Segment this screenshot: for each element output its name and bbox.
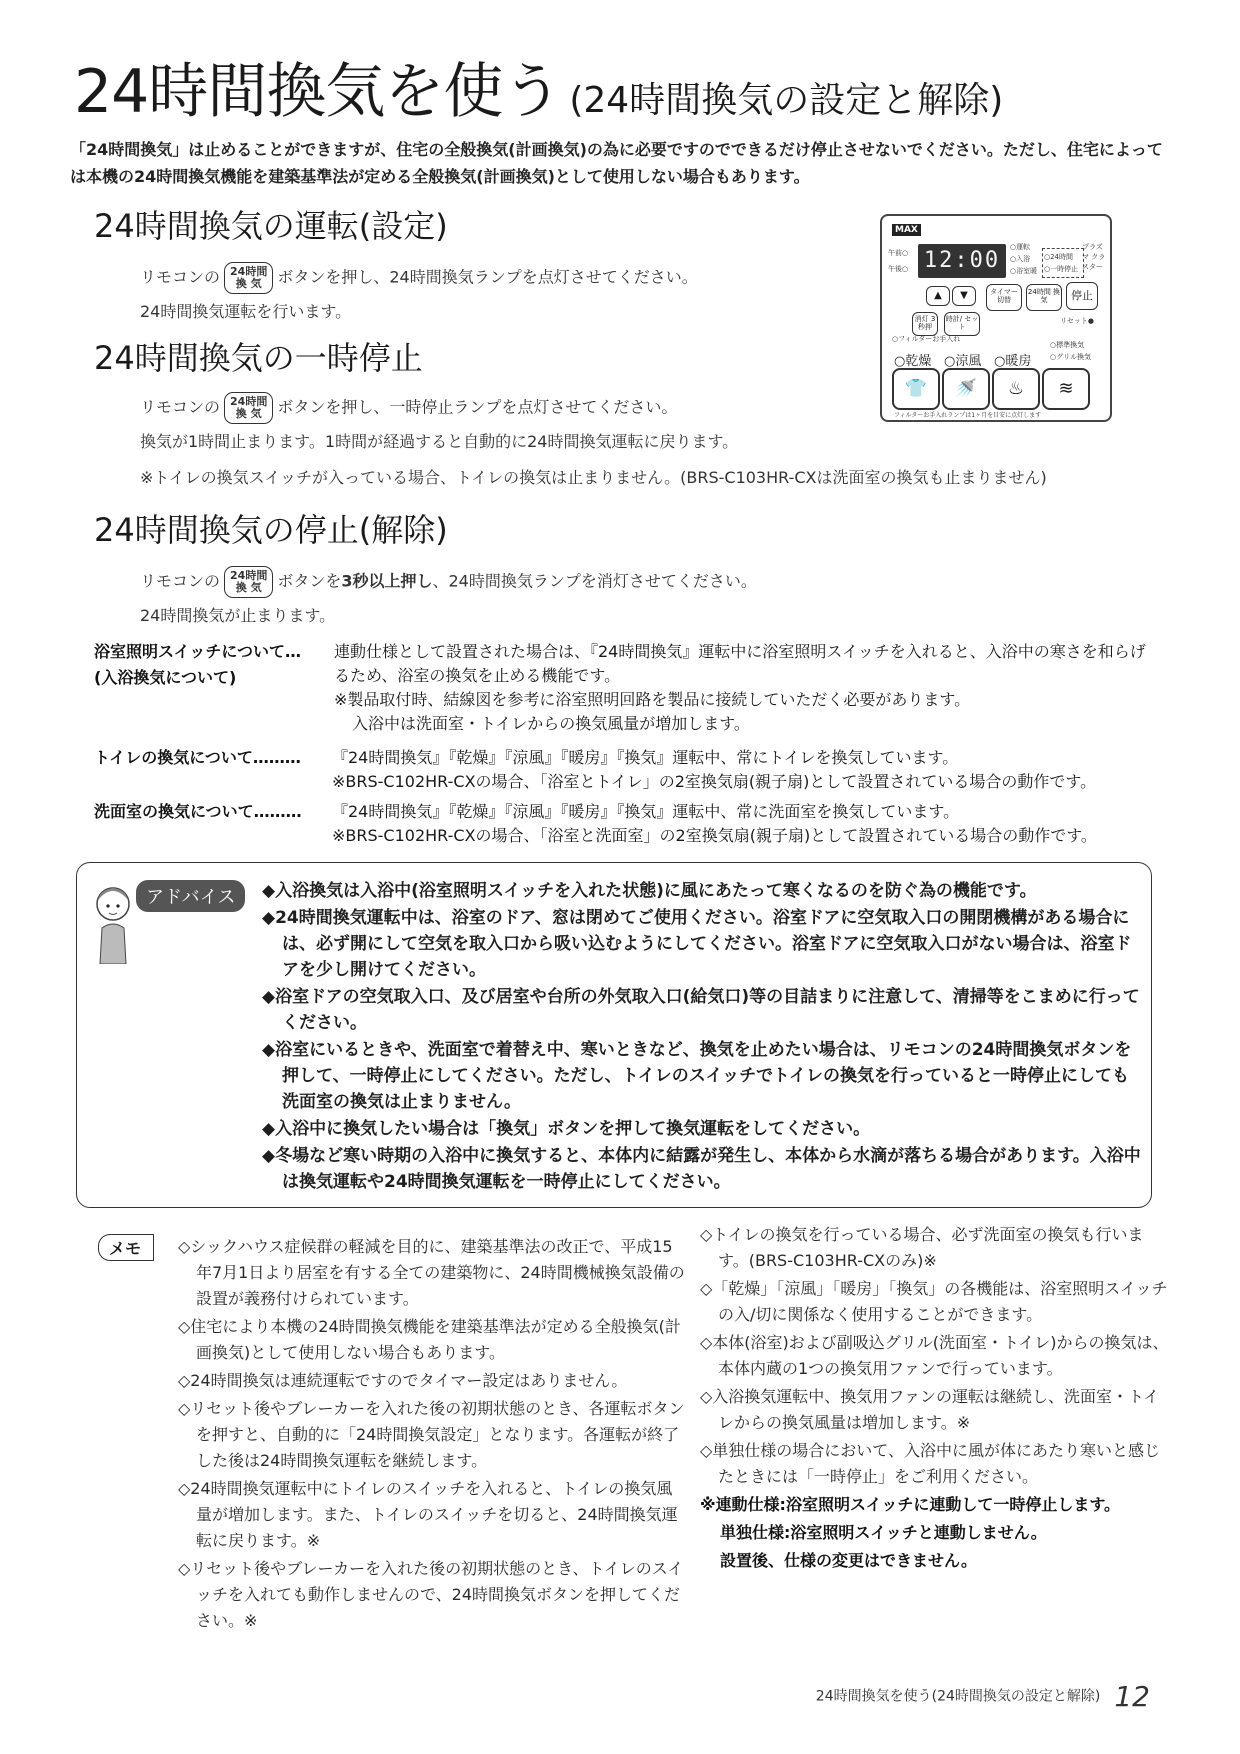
section-heading-pause: 24時間換気の一時停止 — [94, 339, 423, 377]
page-title — [74, 54, 1003, 139]
advice-item: ◆24時間換気運転中は、浴室のドア、窓は閉めてご使用ください。浴室ドアに空気取入口の開閉機構がある場合には、必ず開にして空気を取入口から吸い込むようにしてください。浴室ドアに空気取入口がない場合は、浴室ドアを少し開けてください。 — [262, 908, 1132, 980]
instruction-pre: リモコンの — [140, 397, 221, 417]
memo-tag: メモ — [98, 1234, 154, 1261]
vent-wave-icon: ≋ — [1058, 378, 1074, 399]
instruction-pre: リモコンの — [140, 267, 221, 287]
up-button[interactable]: ▲ — [926, 286, 950, 306]
clock-display: 12:00 — [918, 244, 1006, 278]
page-number: 12 — [1114, 1680, 1150, 1713]
instruction-pre: リモコンの — [140, 571, 221, 591]
reset-button[interactable]: リセット● — [1060, 317, 1095, 325]
instruction-post: ボタンを押し、一時停止ランプを点灯させてください。 — [277, 397, 678, 417]
page-title-main: 24時間換気を使う — [74, 57, 562, 127]
ventilation-24h-button-chip: 24時間 換 気 — [224, 566, 273, 598]
lamp-24h: ○24時間 — [1044, 253, 1074, 261]
clock-set-button[interactable]: 時計/ セット — [944, 312, 980, 336]
lamp-bath-heat: ○浴室暖 — [1010, 267, 1038, 275]
section-setting-instruction — [140, 262, 698, 294]
advice-item: ◆入浴換気は入浴中(浴室照明スイッチを入れた状態)に風にあたって寒くなるのを防ぐ為の機能です。 — [262, 881, 1037, 901]
section-release-sub: 24時間換気が止まります。 — [140, 606, 336, 625]
ventilation-24h-button-chip: 24時間 換 気 — [224, 262, 273, 294]
ventilation-24h-button[interactable]: 24時間 換気 — [1026, 284, 1062, 311]
filter-lamp: ○フィルターお手入れ — [892, 335, 961, 343]
dry-button[interactable] — [892, 368, 940, 410]
section-heading-release: 24時間換気の停止(解除) — [94, 511, 448, 549]
advice-tag: アドバイス — [136, 880, 245, 912]
timer-switch-button[interactable]: タイマー 切替 — [986, 284, 1022, 311]
memo-bold-note-1: ※連動仕様:浴室照明スイッチに連動して一時停止します。 — [700, 1495, 1121, 1514]
memo-item: ◇本体(浴室)および副吸込グリル(洗面室・トイレ)からの換気は、本体内蔵の1つの換気用ファンで行っています。 — [700, 1333, 1169, 1378]
section-release-instruction: リモコンの 24時間 換 気 ボタンを3秒以上押し、24時間換気ランプを消灯させてください。 — [140, 566, 757, 598]
memo-left-column — [178, 1234, 688, 1636]
note-key: 浴室照明スイッチについて… — [94, 642, 302, 661]
advice-item: ◆入浴中に換気したい場合は「換気」ボタンを押して換気運転をしてください。 — [262, 1119, 871, 1139]
memo-item: ◇トイレの換気を行っている場合、必ず洗面室の換気も行います。(BRS-C103HR-CXのみ)※ — [700, 1225, 1144, 1270]
memo-item: ◇24時間換気は連続運転ですのでタイマー設定はありません。 — [178, 1371, 628, 1390]
section-pause-instruction — [140, 392, 677, 424]
memo-item: ◇シックハウス症候群の軽減を目的に、建築基準法の改正で、平成15年7月1日より居室を有する全ての建築物に、24時間機械換気設備の設置が義務付けられています。 — [178, 1237, 685, 1308]
stop-button[interactable]: 停止 — [1066, 282, 1098, 310]
note-lines: 連動仕様として設置された場合は、『24時間換気』運転中に浴室照明スイッチを入れると、入浴中の寒さを和らげ るため、浴室の換気を止める機能です。 ※製品取付時、結線図を参考に浴室照明回路を製品に接続していただく必要があります。 入浴中は洗面室・トイレからの換気風量が増加します。 — [334, 642, 1146, 733]
section-setting-sub: 24時間換気運転を行います。 — [140, 302, 352, 321]
lamp-pause: ○一時停止 — [1044, 265, 1079, 273]
down-button[interactable]: ▼ — [952, 286, 976, 306]
section-pause-note: ※トイレの換気スイッチが入っている場合、トイレの換気は止まりません。(BRS-C103HR-CXは洗面室の換気も止まりません) — [140, 468, 1047, 487]
memo-item: ◇入浴換気運転中、換気用ファンの運転は継続し、洗面室・トイレからの換気風量は増加します。※ — [700, 1387, 1160, 1432]
lamp-run: ○運転 — [1010, 243, 1031, 251]
heat-label: ○暖房 — [994, 354, 1032, 369]
memo-bold-note-3: 設置後、仕様の変更はできません。 — [720, 1551, 977, 1570]
brand-logo: MAX — [892, 224, 921, 236]
ventilation-24h-button-chip: 24時間 換 気 — [224, 392, 273, 424]
advice-item: ◆浴室にいるときや、洗面室で着替え中、寒いときなど、換気を止めたい場合は、リモコンの24時間換気ボタンを押して、一時停止にしてください。ただし、トイレのスイッチでトイレの換気を行っていると一時停止にしても洗面室の換気は止まりません。 — [262, 1040, 1132, 1112]
advice-item: ◆冬場など寒い時期の入浴中に換気すると、本体内に結露が発生し、本体から水滴が落ちる場合があります。入浴中は換気運転や24時間換気運転を一時停止にしてください。 — [262, 1146, 1141, 1192]
grill-vent-lamp: ○グリル換気 — [1050, 353, 1092, 361]
cool-label: ○涼風 — [944, 354, 982, 369]
note-key-sub: (入浴換気について) — [94, 668, 237, 687]
section-pause-sub: 換気が1時間止まります。1時間が経過すると自動的に24時間換気運転に戻ります。 — [140, 432, 739, 451]
advice-list — [262, 878, 1142, 1196]
page-title-sub: (24時間換気の設定と解除) — [569, 80, 1004, 121]
memo-right-column — [700, 1222, 1170, 1576]
heat-waves-icon: ♨ — [1007, 378, 1025, 399]
cool-button[interactable] — [942, 368, 990, 410]
instruction-post: ボタンを押し、24時間換気ランプを点灯させてください。 — [277, 267, 698, 287]
emphasis-3sec: 3秒以上押し — [341, 571, 433, 591]
memo-item: ◇単独仕様の場合において、入浴中に風が体にあたり寒いと感じたときには「一時停止」をご利用ください。 — [700, 1441, 1160, 1486]
light-off-button[interactable]: 消灯 3秒押 — [912, 312, 938, 336]
dry-label: ○乾燥 — [894, 354, 932, 369]
memo-item: ◇リセット後やブレーカーを入れた後の初期状態のとき、各運転ボタンを押すと、自動的に「24時間換気設定」となります。各運転が終了した後は24時間換気運転を継続します。 — [178, 1399, 685, 1470]
memo-item: ◇24時間換気運転中にトイレのスイッチを入れると、トイレの換気風量が増加します。また、トイレのスイッチを切ると、24時間換気運転に戻ります。※ — [178, 1479, 678, 1550]
remote-control-illustration — [880, 214, 1112, 422]
page-footer — [816, 1680, 1150, 1713]
dry-shirt-icon: 👕 — [904, 378, 928, 399]
footer-text: 24時間換気を使う(24時間換気の設定と解除) — [815, 1688, 1101, 1705]
intro-paragraph: 「24時間換気」は止めることができますが、住宅の全般換気(計画換気)の為に必要ですのでできるだけ停止させないでください。ただし、住宅によっては本機の24時間換気機能を建築基準法が定める全般換気(計画換気)として使用しない場合もあります。 — [70, 140, 1163, 186]
plasma-cluster-label: プラズマ クラスター — [1082, 243, 1106, 271]
advisor-girl-illustration — [88, 880, 138, 964]
ventilation-button[interactable] — [1042, 368, 1090, 410]
am-indicator: 午前○ — [888, 249, 909, 257]
advice-item: ◆浴室ドアの空気取入口、及び居室や台所の外気取入口(給気口)等の目詰まりに注意して、清掃等をこまめに行ってください。 — [262, 987, 1140, 1033]
pm-indicator: 午後○ — [888, 265, 909, 273]
section-heading-setting: 24時間換気の運転(設定) — [94, 207, 448, 245]
memo-bold-note-2: 単独仕様:浴室照明スイッチと連動しません。 — [720, 1523, 1047, 1542]
memo-item: ◇住宅により本機の24時間換気機能を建築基準法が定める全般換気(計画換気)として使用しない場合もあります。 — [178, 1317, 681, 1362]
filter-note: フィルターお手入れランプは1ヶ月を目安に点灯します — [894, 412, 1042, 419]
cool-person-icon: 🚿 — [954, 378, 978, 399]
memo-item: ◇「乾燥」「涼風」「暖房」「換気」の各機能は、浴室照明スイッチの入/切に関係なく使用することができます。 — [700, 1279, 1168, 1324]
std-vent-lamp: ○標準換気 — [1050, 341, 1085, 349]
lamp-bath: ○入浴 — [1010, 255, 1031, 263]
heat-button[interactable] — [992, 368, 1040, 410]
memo-item: ◇リセット後やブレーカーを入れた後の初期状態のとき、トイレのスイッチを入れても動作しませんので、24時間換気ボタンを押してください。※ — [178, 1559, 684, 1630]
